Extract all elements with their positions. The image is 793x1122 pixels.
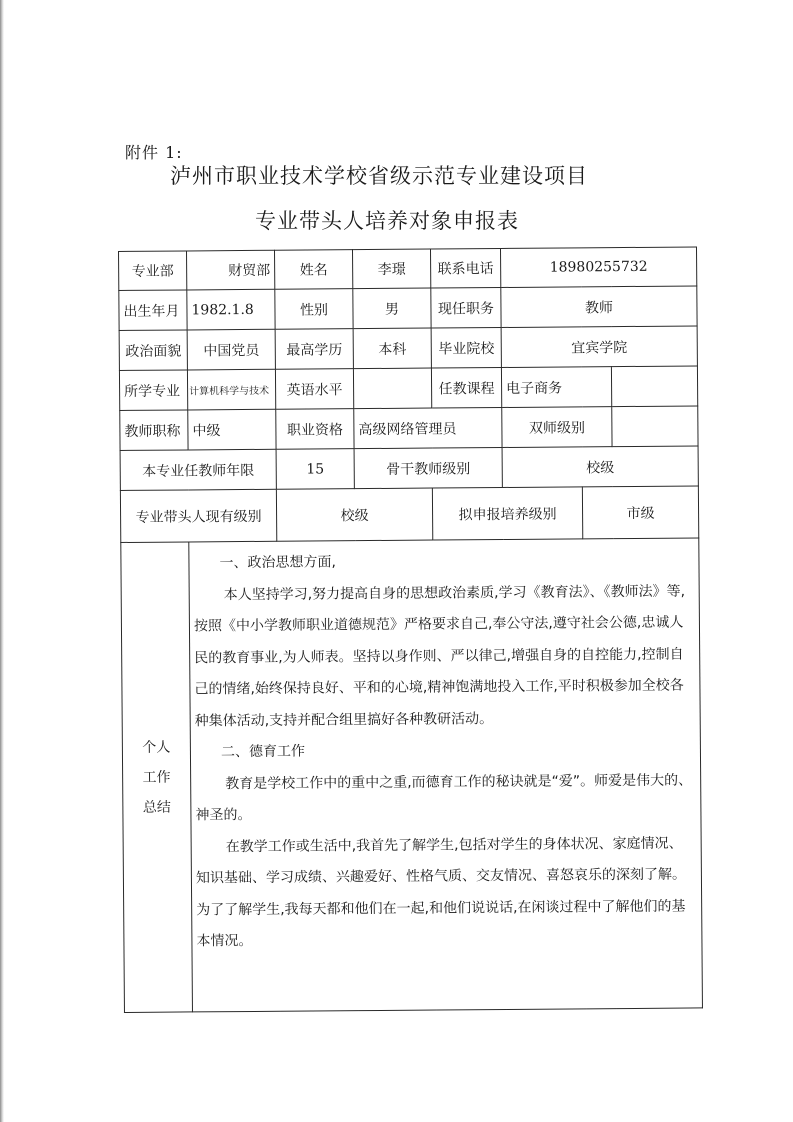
school-label: 毕业院校 [431, 327, 501, 368]
form-row-5 [120, 406, 698, 451]
summary-side-label-3: 总结 [142, 799, 171, 816]
summary-side-label-1: 个人 [142, 739, 171, 756]
qualification-label: 职业资格 [276, 409, 354, 450]
summary-paragraph-2: 教育是学校工作中的重中之重,而德育工作的秘诀就是“爱”。师爱是伟大的、神圣的。 [195, 772, 693, 824]
position-label: 现任职务 [431, 287, 501, 328]
name-label: 姓名 [274, 250, 352, 290]
scan-edge-shadow [0, 0, 4, 1122]
dual-teacher-label: 双师级别 [502, 407, 612, 448]
title-value: 中级 [188, 409, 276, 450]
course-label: 任教课程 [431, 367, 501, 408]
summary-paragraph-3: 在教学工作或生活中,我首先了解学生,包括对学生的身体状况、家庭情况、知识基础、学习成绩、兴趣爱好、性格气质、交友情况、喜怒哀乐的深刻了解。为了了解学生,我每天都和他们在一起,和他们说说话,在闲谈过程中了解他们的基本情况。 [195, 835, 686, 950]
course-value: 电子商务 [501, 367, 611, 408]
gender-label: 性别 [275, 289, 353, 330]
political-label: 政治面貌 [119, 330, 187, 371]
summary-side-label [121, 542, 193, 1013]
title-label: 教师职称 [120, 410, 188, 451]
form-row-7 [120, 486, 698, 543]
summary-paragraph-1: 本人坚持学习,努力提高自身的思想政治素质,学习《教育法》、《教师法》等,按照《中小学教师职业道德规范》严格要求自己,奉公守法,遵守社会公德,忠诚人民的教育事业,为人师表。坚持以身作则、严以律己,增强自身的自控能力,控制自己的情绪,始终保持良好、平和的心境,精神饱满地投入工作,平时积极参加全校各种集体活动,支持并配合组里搞好各种教研活动。 [193, 583, 686, 729]
summary-side-label-2: 工作 [142, 769, 171, 786]
phone-label: 联系电话 [430, 248, 500, 288]
major-value: 计算机科学与技术 [187, 369, 275, 410]
form-row-2 [119, 286, 697, 331]
backbone-label: 骨干教师级别 [354, 447, 502, 488]
document-subtitle: 专业带头人培养对象申报表 [255, 209, 519, 233]
school-value: 宜宾学院 [501, 326, 697, 368]
birth-label: 出生年月 [119, 290, 187, 331]
apply-level-value: 市级 [582, 486, 698, 539]
name-value: 李璟 [352, 249, 430, 289]
english-value [353, 368, 431, 409]
form-row-4 [119, 366, 697, 411]
birth-value: 1982.1.8 [187, 289, 275, 330]
dept-value: 财贸部 [187, 250, 275, 290]
backbone-value: 校级 [502, 446, 698, 488]
document-title: 泸州市职业技术学校省级示范专业建设项目 [170, 164, 588, 188]
form-row-summary [121, 538, 703, 1013]
education-value: 本科 [353, 328, 431, 369]
course-extra-value [611, 366, 697, 407]
current-level-value: 校级 [276, 488, 432, 541]
dual-teacher-value [612, 406, 698, 447]
work-summary [189, 538, 703, 1012]
form-row-1 [119, 247, 697, 291]
political-value: 中国党员 [187, 329, 275, 370]
dept-label: 专业部 [119, 251, 187, 291]
application-form-table [118, 246, 703, 1013]
current-level-label: 专业带头人现有级别 [120, 489, 276, 542]
summary-heading-2: 二、德育工作 [220, 743, 305, 761]
form-row-3 [119, 326, 697, 371]
years-value: 15 [276, 449, 354, 490]
qualification-value: 高级网络管理员 [354, 407, 502, 448]
position-value: 教师 [501, 286, 697, 328]
gender-value: 男 [353, 288, 431, 329]
major-label: 所学专业 [119, 370, 187, 411]
education-label: 最高学历 [275, 329, 353, 370]
summary-heading-1: 一、政治思想方面, [219, 554, 336, 572]
english-label: 英语水平 [275, 369, 353, 410]
attachment-label: 附件 1: [125, 143, 183, 162]
phone-value: 18980255732 [500, 247, 696, 288]
apply-level-label: 拟申报培养级别 [432, 487, 582, 540]
form-row-6 [120, 446, 698, 491]
years-label: 本专业任教师年限 [120, 449, 276, 490]
